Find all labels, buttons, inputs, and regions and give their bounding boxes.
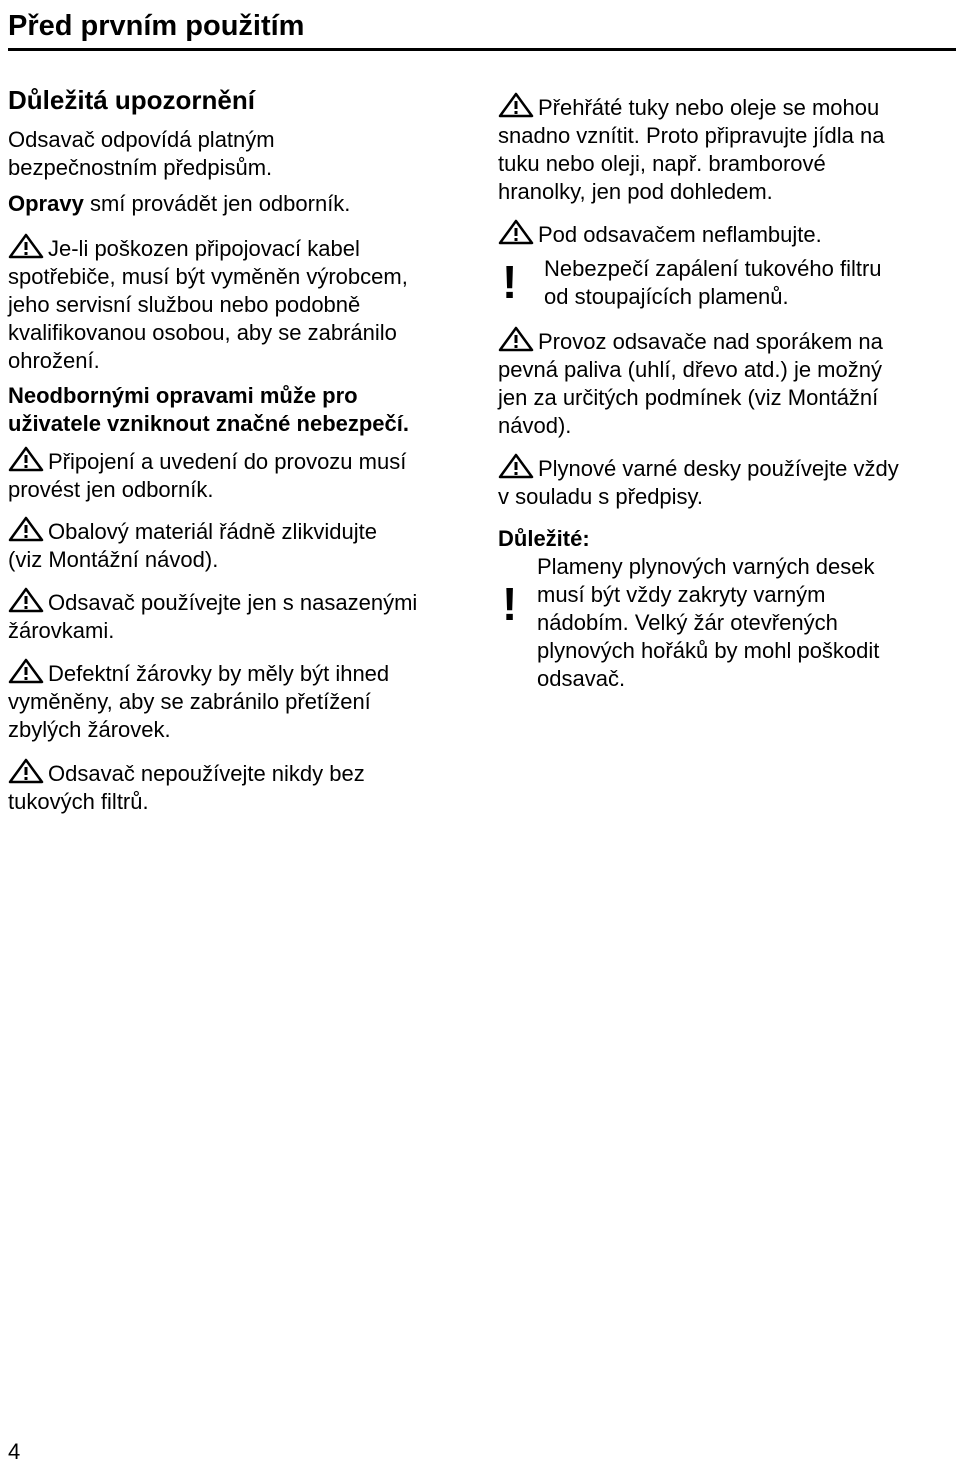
warning-cable-text: Je-li poškozen připojovací kabel spotřebiče, musí být vyměněn výrobcem, jeho servisní službou nebo podobně kvalifikovanou osobou, aby se zabránilo ohrožení.	[8, 236, 408, 373]
warning-triangle-icon	[498, 326, 534, 352]
warning-filters-text: Odsavač nepoužívejte nikdy bez tukových filtrů.	[8, 761, 365, 814]
warning-defective-bulbs	[8, 658, 389, 744]
warning-triangle-icon	[8, 233, 44, 259]
warning-triangle-icon	[498, 92, 534, 118]
exclamation-icon: !	[502, 256, 518, 308]
warning-bulbs-text: Odsavač používejte jen s nasazenými žárovkami.	[8, 590, 418, 643]
warning-flambe-text: Pod odsavačem neflambujte.	[538, 222, 822, 247]
important-label: Důležité:	[498, 526, 590, 551]
warning-solid-fuel	[498, 326, 883, 440]
danger-paragraph: Neodbornými opravami může pro uživatele vzniknout značné nebezpečí.	[8, 383, 409, 436]
warning-triangle-icon	[8, 758, 44, 784]
page-number: 4	[8, 1439, 21, 1464]
warning-triangle-icon	[498, 219, 534, 245]
warning-filters	[8, 758, 365, 816]
repairs-paragraph	[8, 190, 350, 218]
warning-triangle-icon	[8, 516, 44, 542]
warning-flambe	[498, 219, 822, 249]
notice-gas-flames	[498, 553, 953, 698]
warning-packaging	[8, 516, 377, 574]
intro-paragraph: Odsavač odpovídá platným bezpečnostním předpisům.	[8, 127, 275, 180]
warning-triangle-icon	[8, 658, 44, 684]
repairs-bold-word: Opravy	[8, 191, 84, 216]
warning-defective-bulbs-text: Defektní žárovky by měly být ihned vyměněny, aby se zabránilo přetížení zbylých žárovek.	[8, 661, 390, 742]
warning-triangle-icon	[498, 453, 534, 479]
notice-filter-ignition	[498, 255, 953, 315]
warning-connection-text: Připojení a uvedení do provozu musí provést jen odborník.	[8, 449, 407, 502]
page-title: Před prvním použitím	[8, 10, 305, 42]
repairs-text: smí provádět jen odborník.	[83, 191, 351, 216]
warning-triangle-icon	[8, 446, 44, 472]
warning-bulbs	[8, 587, 417, 645]
warning-gas-hobs-text: Plynové varné desky používejte vždy v souladu s předpisy.	[498, 456, 899, 509]
section-heading: Důležitá upozornění	[8, 85, 255, 115]
page-header	[8, 4, 956, 51]
warning-solid-fuel-text: Provoz odsavače nad sporákem na pevná paliva (uhlí, dřevo atd.) je možný jen za určitých podmínek (viz Montážní návod).	[498, 329, 883, 438]
warning-triangle-icon	[8, 587, 44, 613]
warning-cable	[8, 233, 408, 375]
warning-overheated-fat-text: Přehřáté tuky nebo oleje se mohou snadno vznítit. Proto připravujte jídla na tuku nebo oleji, např. bramborové hranolky, jen pod dohledem.	[498, 95, 885, 204]
notice-filter-ignition-text: Nebezpečí zapálení tukového filtru od stoupajících plamenů.	[544, 256, 882, 309]
warning-packaging-text: Obalový materiál řádně zlikvidujte (viz Montážní návod).	[8, 519, 377, 572]
warning-connection	[8, 446, 406, 504]
warning-gas-hobs	[498, 453, 899, 511]
notice-gas-flames-text: Plameny plynových varných desek musí být vždy zakryty varným nádobím. Velký žár otevřených plynových hořáků by mohl poškodit odsavač.	[537, 554, 880, 691]
exclamation-icon: !	[502, 578, 518, 630]
warning-overheated-fat	[498, 92, 884, 206]
